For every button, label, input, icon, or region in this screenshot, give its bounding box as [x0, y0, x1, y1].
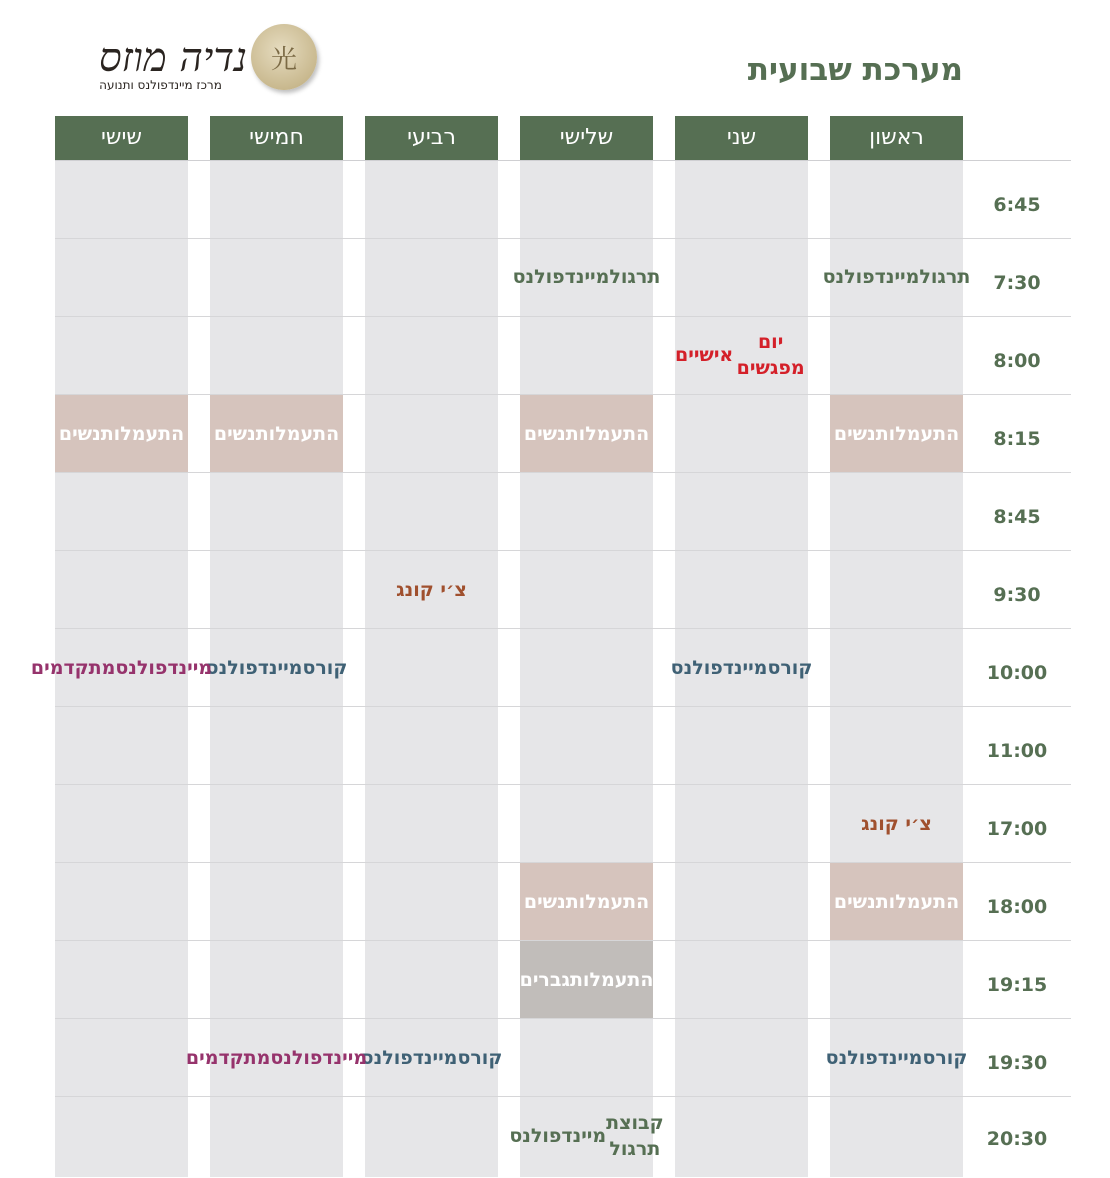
time-label: 11:00 [986, 740, 1048, 762]
session-thursday-1000: קורס מיינדפולנס [205, 657, 348, 679]
logo [48, 22, 338, 102]
row-divider [55, 940, 1071, 941]
time-label: 7:30 [993, 272, 1041, 294]
session-wednesday-0930: צ׳י קונג [396, 579, 467, 601]
row-divider [55, 394, 1071, 395]
time-label: 8:00 [993, 350, 1041, 372]
day-header-monday: שני [675, 116, 808, 160]
time-label: 9:30 [993, 584, 1041, 606]
session-sunday-0730: תרגול מיינדפולנס [822, 266, 971, 288]
day-header-thursday: חמישי [210, 116, 343, 160]
session-monday-1000: קורס מיינדפולנס [670, 657, 813, 679]
day-header-wednesday: רביעי [365, 116, 498, 160]
row-divider [55, 862, 1071, 863]
session-sunday-0815: התעמלות נשים [830, 395, 963, 473]
session-friday-1000: מיינדפולנס מתקדמים [30, 657, 213, 679]
logo-glyph: 光 [270, 45, 297, 75]
row-divider [55, 550, 1071, 551]
session-friday-0815: התעמלות נשים [55, 395, 188, 473]
time-label: 8:15 [993, 428, 1041, 450]
day-header-sunday: ראשון [830, 116, 963, 160]
session-sunday-1930: קורס מיינדפולנס [825, 1047, 968, 1069]
row-divider [55, 160, 1071, 161]
row-divider [55, 316, 1071, 317]
session-thursday-1930: מיינדפולנס מתקדמים [185, 1047, 368, 1069]
session-tuesday-0730: תרגול מיינדפולנס [512, 266, 661, 288]
row-divider [55, 784, 1071, 785]
time-label: 6:45 [993, 194, 1041, 216]
page-title: מערכת שבועית [747, 52, 963, 88]
logo-emblem-icon [251, 24, 317, 90]
session-tuesday-0815: התעמלות נשים [520, 395, 653, 473]
row-divider [55, 1096, 1071, 1097]
row-divider [55, 238, 1071, 239]
row-divider [55, 706, 1071, 707]
session-tuesday-1800: התעמלות נשים [520, 863, 653, 941]
row-divider [55, 628, 1071, 629]
row-divider [55, 1018, 1071, 1019]
session-sunday-1800: התעמלות נשים [830, 863, 963, 941]
session-wednesday-1930: קורס מיינדפולנס [360, 1047, 503, 1069]
logo-subtitle: מרכז מיינדפולנס ותנועה [99, 78, 222, 92]
day-header-tuesday: שלישי [520, 116, 653, 160]
session-sunday-1700: צ׳י קונג [861, 813, 932, 835]
time-label: 17:00 [986, 818, 1048, 840]
row-divider [55, 472, 1071, 473]
time-label: 19:15 [986, 974, 1048, 996]
day-header-friday: שישי [55, 116, 188, 160]
time-label: 19:30 [986, 1052, 1048, 1074]
time-label: 8:45 [993, 506, 1041, 528]
session-thursday-0815: התעמלות נשים [210, 395, 343, 473]
session-tuesday-1915: התעמלות גברים [520, 941, 653, 1019]
time-label: 20:30 [986, 1128, 1048, 1150]
time-label: 18:00 [986, 896, 1048, 918]
logo-script-name: נדיה מוזס [98, 35, 247, 81]
time-label: 10:00 [986, 662, 1048, 684]
session-monday-0800: יום מפגשים אישיים [675, 331, 805, 379]
session-tuesday-2030: קבוצת תרגול מיינדפולנס [509, 1112, 664, 1160]
